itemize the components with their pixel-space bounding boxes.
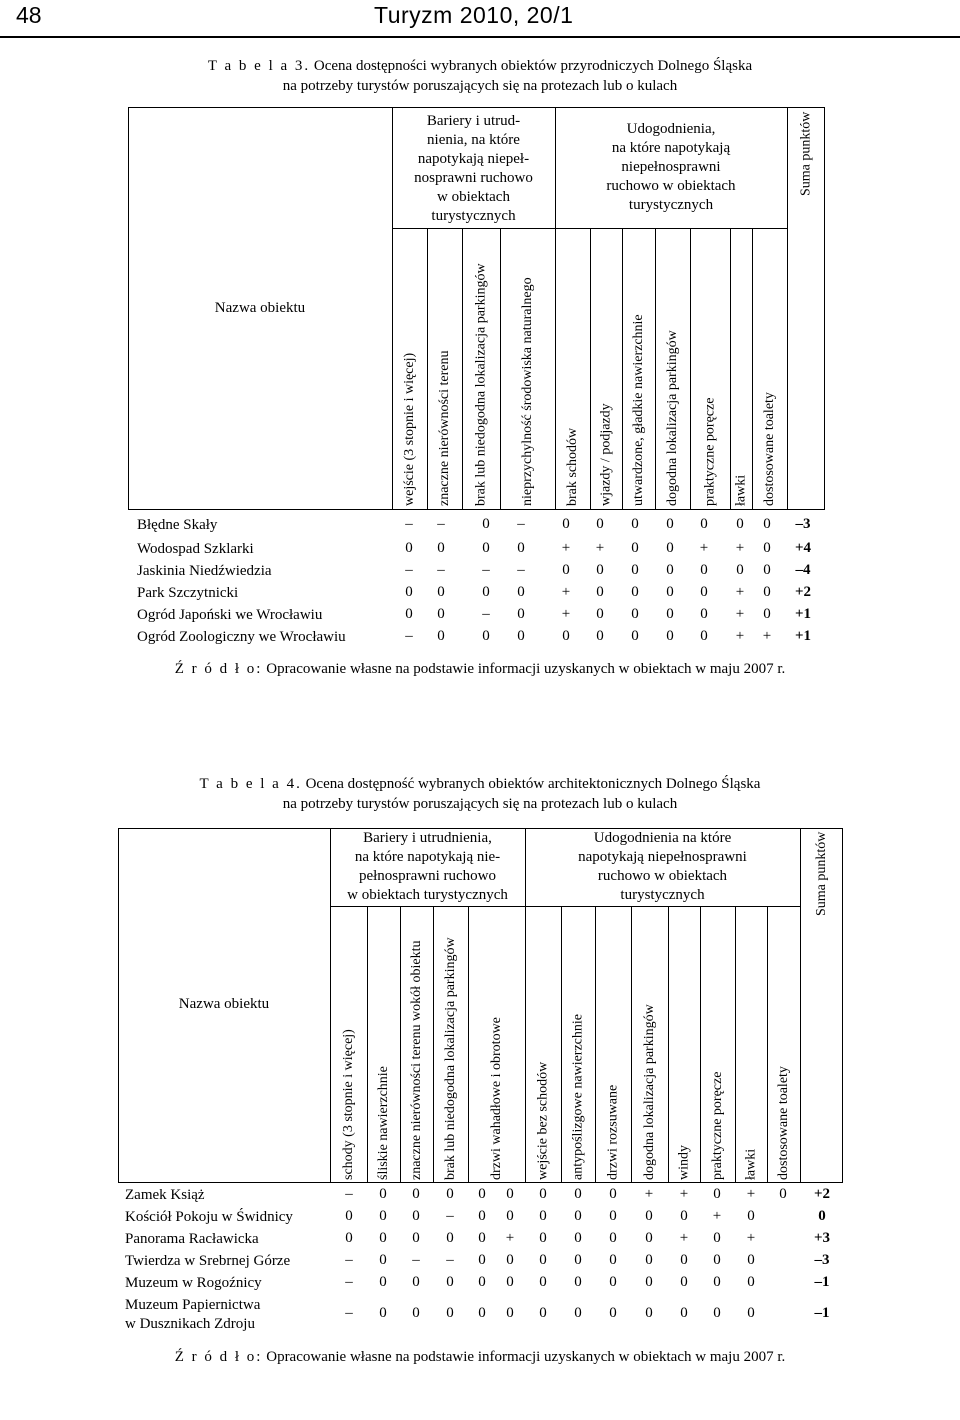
table3-source-label: Ź r ó d ł o: [174,661,263,677]
table3-name-header: Nazwa obiektu [214,300,306,316]
table4-cell: 0 [412,1305,420,1321]
table3-cell: 0 [482,540,490,556]
table3-col-divider [655,228,656,510]
table3-cell: + [595,540,605,556]
table3-barriers-header [392,112,555,226]
table3-cell: – [517,516,525,532]
table4-row-name [125,1208,293,1227]
table4-cell: 0 [609,1186,617,1202]
table3-cell: 0 [700,606,708,622]
table4-cell: 0 [345,1208,353,1224]
table4-cell: – [412,1252,420,1268]
table4-cell: 0 [574,1305,582,1321]
table3-row-name: Jaskinia Niedźwiedzia [137,563,272,579]
table4-cell: 0 [539,1230,547,1246]
table4-col-divider [400,906,401,1183]
table3-col-divider [730,228,731,510]
table3-sum-cell: +4 [794,540,812,556]
table3-cell: 0 [562,628,570,644]
table3-cell: 0 [596,584,604,600]
table3-cell: 0 [437,606,445,622]
table4-cell: 0 [446,1186,454,1202]
table4-cell: 0 [574,1252,582,1268]
table4-caption [0,774,960,814]
table4-cell: 0 [412,1230,420,1246]
table4-sum-cell: –1 [814,1274,830,1290]
table4-row-name-line: Muzeum Papiernictwa [125,1297,261,1313]
table4-name-header: Nazwa obiektu [178,996,270,1012]
table3-cell: 0 [763,540,771,556]
table3-cell: 0 [405,584,413,600]
table4-col-header-11: praktyczne poręcze [710,1071,725,1180]
table4-cell: 0 [379,1305,387,1321]
table3-facilities-header-line: turystycznych [628,197,714,213]
table4-cell: 0 [713,1274,721,1290]
table4-col-header-12: ławki [743,1148,759,1180]
table4-cell: – [446,1208,454,1224]
table3-col-divider [462,228,463,510]
table4-cell: 0 [574,1186,582,1202]
table4-caption-line1: Ocena dostępność wybranych obiektów architektonicznych Dolnego Śląska [305,776,761,792]
table3-col-divider [500,228,501,510]
table4-cell: 0 [574,1208,582,1224]
table3-col-header-8: dogodna lokalizacja parkingów [665,330,680,506]
table3-sum-cell: +1 [794,628,812,644]
table4-cell: 0 [478,1208,486,1224]
table4-row-name [125,1230,259,1249]
table3-barriers-header-line: w obiektach [437,189,510,205]
page-header [0,0,960,40]
table4-cell: 0 [645,1252,653,1268]
table4-cell: 0 [478,1186,486,1202]
table3-col-divider [752,228,753,510]
table4-cell: 0 [412,1186,420,1202]
table3-col-header-7: utwardzone, gładkie nawierzchnie [631,314,646,506]
table4-cell: 0 [506,1208,514,1224]
table3-cell: 0 [700,628,708,644]
table3-sum-cell: +2 [794,584,812,600]
table4-cell: 0 [539,1305,547,1321]
table4-cell: 0 [478,1230,486,1246]
page-number: 48 [16,2,42,28]
table4-cell: 0 [609,1252,617,1268]
table4-barriers-header-line: Bariery i utrudnienia, [363,830,492,846]
table4-source-label: Ź r ó d ł o: [174,1349,263,1365]
table3-cell: + [735,606,745,622]
table4-sum-cell: +3 [813,1230,831,1246]
table3-cell: 0 [631,562,639,578]
table3-caption-line2: na potrzeby turystów poruszających się na protezach lub o kulach [282,78,678,94]
table4-source [0,1349,960,1366]
table4-row-name [125,1186,205,1205]
table3-cell: – [517,562,525,578]
table4-col-header-9: dogodna lokalizacja parkingów [642,1004,657,1180]
table3-cell: + [735,628,745,644]
table4-row-name [125,1274,262,1293]
table4-col-header-6: wejście bez schodów [535,1061,551,1180]
table3-barriers-header-line: nosprawni ruchowo [414,170,533,186]
table4-cell: 0 [747,1252,755,1268]
table3-facilities-header-line: ruchowo w obiektach [606,178,736,194]
table3-barriers-header-line: turystycznych [431,208,516,224]
table4-col-divider [631,906,632,1183]
table3-group-rule [392,228,787,229]
table3-source [0,661,960,678]
table4-col-divider [468,906,469,1183]
table3-cell: 0 [596,516,604,532]
table4-col-header-4: brak lub niedogodna lokalizacja parkingów [443,937,458,1180]
table3-caption-line1: Ocena dostępności wybranych obiektów przyrodniczych Dolnego Śląska [313,58,753,74]
table3-sum-cell: –4 [795,562,811,578]
table4-cell: 0 [379,1274,387,1290]
table4-cell: + [746,1186,756,1202]
table4-cell: – [345,1186,353,1202]
table3-col-divider [787,107,788,510]
table4-row-name-line: Muzeum w Rogoźnicy [125,1275,262,1291]
table4-cell: 0 [747,1305,755,1321]
table3-cell: 0 [517,628,525,644]
table4-cell: 0 [478,1274,486,1290]
table3-sum-cell: +1 [794,606,812,622]
table3-cell: 0 [405,540,413,556]
table4-cell: 0 [645,1305,653,1321]
table3-row-name: Ogród Zoologiczny we Wrocławiu [137,629,346,645]
table4-cell: 0 [645,1274,653,1290]
table4-cell: 0 [645,1208,653,1224]
table4-cell: 0 [574,1274,582,1290]
table3-row-name: Wodospad Szklarki [137,541,254,557]
table4-cell: – [345,1252,353,1268]
table4-col-divider [767,906,768,1183]
table4-col-header-5: drzwi wahadłowe i obrotowe [489,1017,504,1180]
table4-col-header-10: windy [676,1145,692,1180]
table4-cell: 0 [446,1305,454,1321]
table4-col-header-8: drzwi rozsuwane [605,1084,621,1180]
table4-sum-cell: –3 [814,1252,830,1268]
table4-sum-cell: 0 [818,1208,826,1224]
table3-row-name: Park Szczytnicki [137,585,239,601]
table4-barriers-header [330,829,525,905]
table4-col-divider [367,906,368,1183]
table3-cell: 0 [517,584,525,600]
table4-facilities-header-line: Udogodnienia na które [593,830,732,846]
table4-row-name-line: Panorama Racławicka [125,1231,259,1247]
table3-cell: 0 [700,562,708,578]
table4-facilities-header [525,829,800,905]
table4-cell: 0 [713,1230,721,1246]
table4-cell: 0 [379,1252,387,1268]
table4-col-header-14: Suma punktów [814,832,829,917]
table3-caption [0,56,960,96]
table3-cell: 0 [562,516,570,532]
table4-col-divider [800,828,801,1183]
table3-cell: + [735,540,745,556]
table4-cell: 0 [539,1186,547,1202]
table3-col-header-12: Suma punktów [798,112,814,197]
table4-cell: 0 [446,1230,454,1246]
table3-col-divider [427,228,428,510]
table4-source-text: Opracowanie własne na podstawie informacji uzyskanych w obiektach w maju 2007 r. [266,1349,786,1365]
table4-cell: 0 [609,1274,617,1290]
table4-cell: 0 [506,1305,514,1321]
table4-cell: 0 [713,1252,721,1268]
table4-cell: 0 [539,1252,547,1268]
table3-col-divider [690,228,691,510]
table4-label: T a b e l a 4. [199,776,302,792]
table4-cell: 0 [539,1274,547,1290]
table4-cell: 0 [747,1274,755,1290]
table3-cell: 0 [666,540,674,556]
table3-col-header-5: brak schodów [565,427,580,506]
table4-cell: 0 [506,1186,514,1202]
table4-barriers-header-line: w obiektach turystycznych [347,887,508,903]
table4-cell: – [345,1274,353,1290]
table4-cell: 0 [379,1186,387,1202]
table3-col-divider [590,228,591,510]
table3-cell: 0 [482,516,490,532]
table3-cell: 0 [631,628,639,644]
table4-facilities-header-line: turystycznych [620,887,705,903]
table3-cell: 0 [736,516,744,532]
table3-cell: – [482,562,490,578]
table3-col-header-6: wjazdy / podjazdy [598,403,614,506]
table4-cell: 0 [713,1305,721,1321]
table3-cell: 0 [763,516,771,532]
table4-cell: 0 [506,1252,514,1268]
table4-col-divider [433,906,434,1183]
table3-cell: – [405,628,413,644]
table3-cell: – [437,516,445,532]
table3-cell: 0 [437,540,445,556]
table3-col-header-4: nieprzychylność środowiska naturalnego [520,277,535,506]
table4-facilities-header-line: ruchowo w obiektach [597,868,728,884]
table4-cell: – [446,1252,454,1268]
table4-cell: 0 [680,1208,688,1224]
table3-cell: 0 [562,562,570,578]
table3-cell: – [405,516,413,532]
table3-barriers-header-line: Bariery i utrud- [426,113,521,129]
table4-cell: 0 [747,1208,755,1224]
table4-cell: + [505,1230,515,1246]
table4-col-header-3: znaczne nierówności terenu wokół obiektu [409,940,424,1180]
table4-row-name-line: w Dusznikach Zdroju [125,1316,255,1332]
table3-cell: 0 [482,584,490,600]
table3-cell: + [699,540,709,556]
table3-col-header-2: znaczne nierówności terenu [437,350,452,506]
table4-col-divider [700,906,701,1183]
table4-cell: 0 [680,1274,688,1290]
table3-cell: – [482,606,490,622]
table4-col-divider [595,906,596,1183]
table4-col-divider [561,906,562,1183]
table4-cell: 0 [412,1208,420,1224]
table4-cell: – [345,1305,353,1321]
table3-row-name: Ogród Japoński we Wrocławiu [137,607,323,623]
table4-cell: 0 [412,1274,420,1290]
table4-cell: + [746,1230,756,1246]
table4-cell: 0 [645,1230,653,1246]
table3-cell: 0 [631,606,639,622]
table3-cell: 0 [666,562,674,578]
table4-cell: 0 [446,1274,454,1290]
table3-cell: – [437,562,445,578]
table4-cell: 0 [539,1208,547,1224]
table4-cell: + [679,1186,689,1202]
table4-barriers-header-line: pełnosprawni ruchowo [358,868,497,884]
table3-col-header-1: wejście (3 stopnie i więcej) [402,352,417,506]
table3-cell: + [735,584,745,600]
header-rule [0,36,960,38]
table3-facilities-header-line: na które napotykają [611,140,731,156]
table4-cell: 0 [574,1230,582,1246]
table3-cell: 0 [700,584,708,600]
table4-cell: 0 [478,1252,486,1268]
table4-group-rule [330,906,800,907]
table3-col-header-3: brak lub niedogodna lokalizacja parkingów [473,263,489,506]
table4-cell: 0 [680,1252,688,1268]
table3-cell: 0 [631,540,639,556]
table3-cell: 0 [517,540,525,556]
table3-cell: 0 [517,606,525,622]
table4-barriers-header-line: na które napotykają nie- [354,849,501,865]
table3-cell: 0 [596,562,604,578]
table4-row-name-line: Zamek Książ [125,1187,205,1203]
table4-cell: 0 [713,1186,721,1202]
table3-source-text: Opracowanie własne na podstawie informacji uzyskanych w obiektach w maju 2007 r. [266,661,786,677]
table4-caption-line2: na potrzeby turystów poruszających się na protezach lub o kulach [282,796,678,812]
table4-col-header-13: dostosowane toalety [776,1066,791,1180]
table3-col-header-11: dostosowane toalety [762,392,777,506]
table4-row-name-line: Kościół Pokoju w Świdnicy [125,1209,293,1225]
table3-cell: 0 [763,584,771,600]
table3-cell: 0 [736,562,744,578]
table4-row-name-line: Twierdza w Srebrnej Górze [125,1253,291,1269]
table4-cell: 0 [379,1230,387,1246]
table4-col-header-1: schody (3 stopnie i więcej) [341,1029,356,1180]
table4-cell: 0 [609,1208,617,1224]
table3-col-header-10: ławki [733,474,749,506]
table4-col-divider [735,906,736,1183]
journal-title: Turyzm 2010, 20/1 [374,2,574,28]
table3-cell: 0 [596,628,604,644]
table3-cell: 0 [763,606,771,622]
table4-cell: 0 [779,1186,787,1202]
table4-row-name [125,1252,290,1271]
table3-row-name: Błędne Skały [137,517,218,533]
table3-cell: 0 [437,584,445,600]
table3-cell: – [405,562,413,578]
table3-cell: 0 [666,628,674,644]
table3-facilities-header-line: Udogodnienia, [626,121,716,137]
table3-cell: 0 [666,584,674,600]
table3-cell: 0 [405,606,413,622]
table3-cell: + [561,540,571,556]
table4-col-divider [668,906,669,1183]
table4-cell: 0 [680,1305,688,1321]
table3-cell: 0 [631,584,639,600]
table3-sum-cell: –3 [795,516,811,532]
table4-cell: 0 [609,1230,617,1246]
table3-cell: 0 [666,606,674,622]
table3-cell: 0 [482,628,490,644]
table4-facilities-header-line: napotykają niepełnosprawni [578,849,747,865]
table4-row-name [125,1296,260,1334]
table4-cell: 0 [609,1305,617,1321]
table3-cell: + [561,606,571,622]
table3-cell: 0 [437,628,445,644]
table4-cell: + [712,1208,722,1224]
table4-cell: 0 [379,1208,387,1224]
table3-barriers-header-line: napotykają niepeł- [417,151,530,167]
table4-sum-cell: –1 [814,1305,830,1321]
table3-cell: 0 [596,606,604,622]
table4-sum-cell: +2 [813,1186,831,1202]
table3-cell: 0 [763,562,771,578]
table4-col-header-2: śliskie nawierzchnie [376,1066,391,1180]
table4-cell: 0 [345,1230,353,1246]
table4-cell: 0 [506,1274,514,1290]
table3-facilities-header-line: niepełnosprawni [621,159,721,175]
table3-col-header-9: praktyczne poręcze [702,397,718,506]
table3-cell: 0 [666,516,674,532]
table4-cell: + [644,1186,654,1202]
table3-col-divider [622,228,623,510]
table4-col-header-7: antypoślizgowe nawierzchnie [570,1014,586,1180]
table3-cell: + [561,584,571,600]
table4-cell: + [679,1230,689,1246]
table3-cell: + [762,628,772,644]
table3-barriers-header-line: nienia, na które [427,132,520,148]
table4-cell: 0 [478,1305,486,1321]
table3-label: T a b e l a 3. [207,58,311,74]
table3-facilities-header [555,120,787,215]
table3-cell: 0 [631,516,639,532]
table3-cell: 0 [700,516,708,532]
